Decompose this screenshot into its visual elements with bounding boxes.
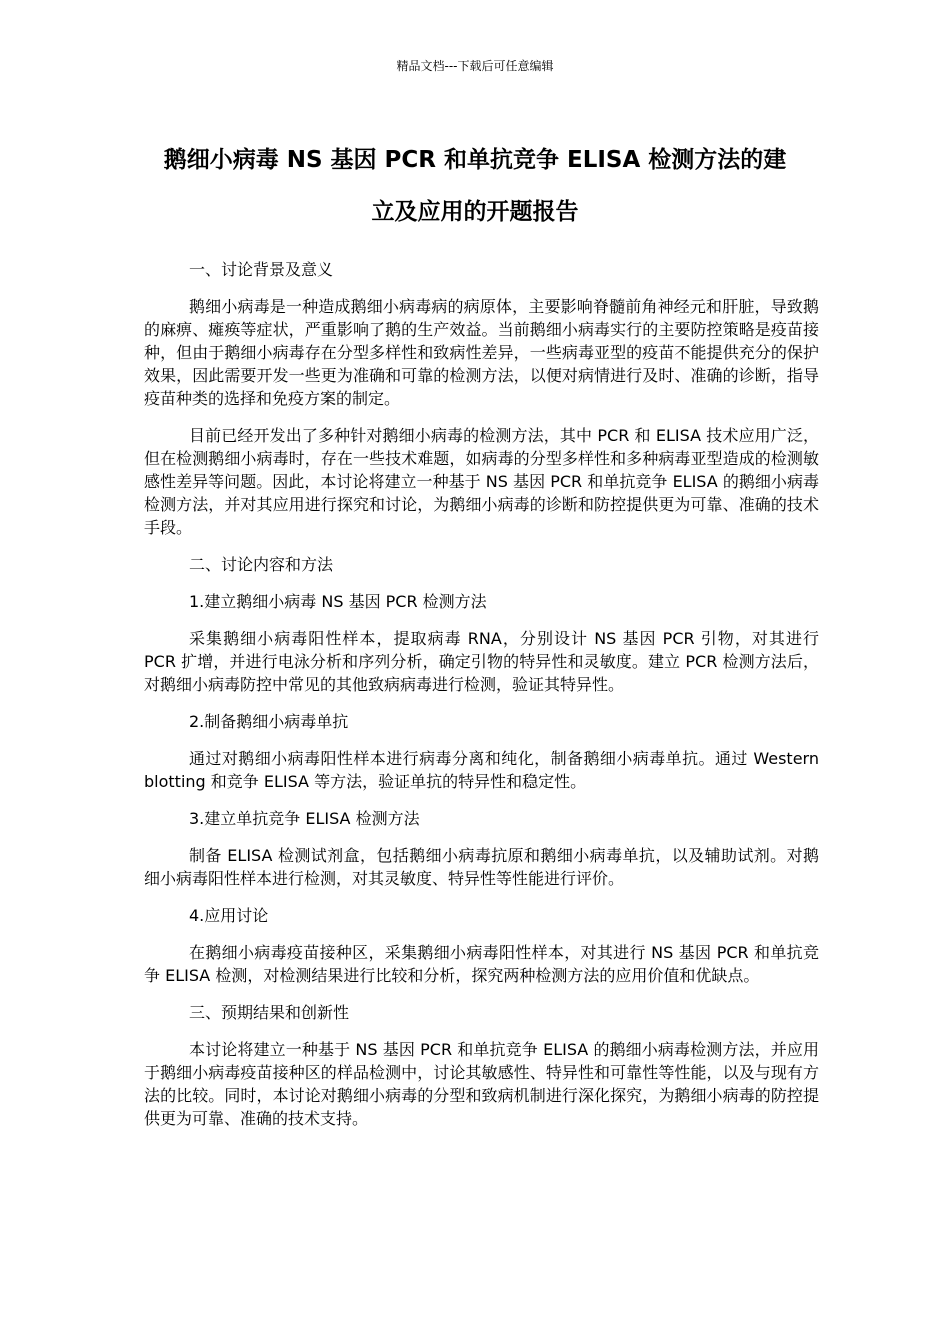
paragraph-background: 鹅细小病毒是一种造成鹅细小病毒病的病原体，主要影响脊髓前角神经元和肝脏，导致鹅的麻痹、瘫痪等症状，严重影响了鹅的生产效益。当前鹅细小病毒实行的主要防控策略是疫苗接种，但由于鹅细小病毒存在分型多样性和致病性差异，一些病毒亚型的疫苗不能提供充分的保护效果，因此需要开发一些更为准确和可靠的检测方法，以便对病情进行及时、准确的诊断，指导疫苗种类的选择和免疫方案的制定。	[144, 297, 819, 408]
section-heading-3: 三、预期结果和创新性	[189, 1003, 350, 1022]
paragraph-antibody: 通过对鹅细小病毒阳性样本进行病毒分离和纯化，制备鹅细小病毒单抗。通过 Western blotting 和竞争 ELISA 等方法，验证单抗的特异性和稳定性。	[144, 749, 819, 791]
paragraph-current-methods: 目前已经开发出了多种针对鹅细小病毒的检测方法，其中 PCR 和 ELISA 技术应用广泛，但在检测鹅细小病毒时，存在一些技术难题，如病毒的分型多样性和多种病毒亚型造成的检测敏感性差异等问题。因此，本讨论将建立一种基于 NS 基因 PCR 和单抗竞争 ELISA 的鹅细小病毒检测方法，并对其应用进行探究和讨论，为鹅细小病毒的诊断和防控提供更为可靠、准确的技术手段。	[144, 426, 819, 537]
subsection-heading-elisa: 3.建立单抗竞争 ELISA 检测方法	[189, 809, 420, 828]
document-body	[144, 258, 819, 1144]
paragraph-elisa: 制备 ELISA 检测试剂盒，包括鹅细小病毒抗原和鹅细小病毒单抗，以及辅助试剂。对鹅细小病毒阳性样本进行检测，对其灵敏度、特异性等性能进行评价。	[144, 846, 819, 888]
subsection-heading-pcr: 1.建立鹅细小病毒 NS 基因 PCR 检测方法	[189, 592, 487, 611]
paragraph-expected-results: 本讨论将建立一种基于 NS 基因 PCR 和单抗竞争 ELISA 的鹅细小病毒检测方法，并应用于鹅细小病毒疫苗接种区的样品检测中，讨论其敏感性、特异性和可靠性等性能，以及与现有方法的比较。同时，本讨论对鹅细小病毒的分型和致病机制进行深化探究，为鹅细小病毒的防控提供更为可靠、准确的技术支持。	[144, 1040, 819, 1128]
document-title	[140, 134, 810, 238]
subsection-heading-antibody: 2.制备鹅细小病毒单抗	[189, 712, 349, 731]
subsection-heading-application: 4.应用讨论	[189, 906, 269, 925]
section-heading-1: 一、讨论背景及意义	[189, 260, 334, 279]
title-line-1: 鹅细小病毒 NS 基因 PCR 和单抗竞争 ELISA 检测方法的建	[163, 147, 787, 173]
page-header: 精品文档---下载后可任意编辑	[396, 59, 554, 73]
section-heading-2: 二、讨论内容和方法	[189, 555, 334, 574]
paragraph-pcr: 采集鹅细小病毒阳性样本，提取病毒 RNA，分别设计 NS 基因 PCR 引物，对其进行 PCR 扩增，并进行电泳分析和序列分析，确定引物的特异性和灵敏度。建立 PCR 检测方法后，对鹅细小病毒防控中常见的其他致病病毒进行检测，验证其特异性。	[144, 629, 819, 694]
paragraph-application: 在鹅细小病毒疫苗接种区，采集鹅细小病毒阳性样本，对其进行 NS 基因 PCR 和单抗竞争 ELISA 检测，对检测结果进行比较和分析，探究两种检测方法的应用价值和优缺点。	[144, 943, 819, 985]
title-line-2: 立及应用的开题报告	[371, 199, 579, 225]
